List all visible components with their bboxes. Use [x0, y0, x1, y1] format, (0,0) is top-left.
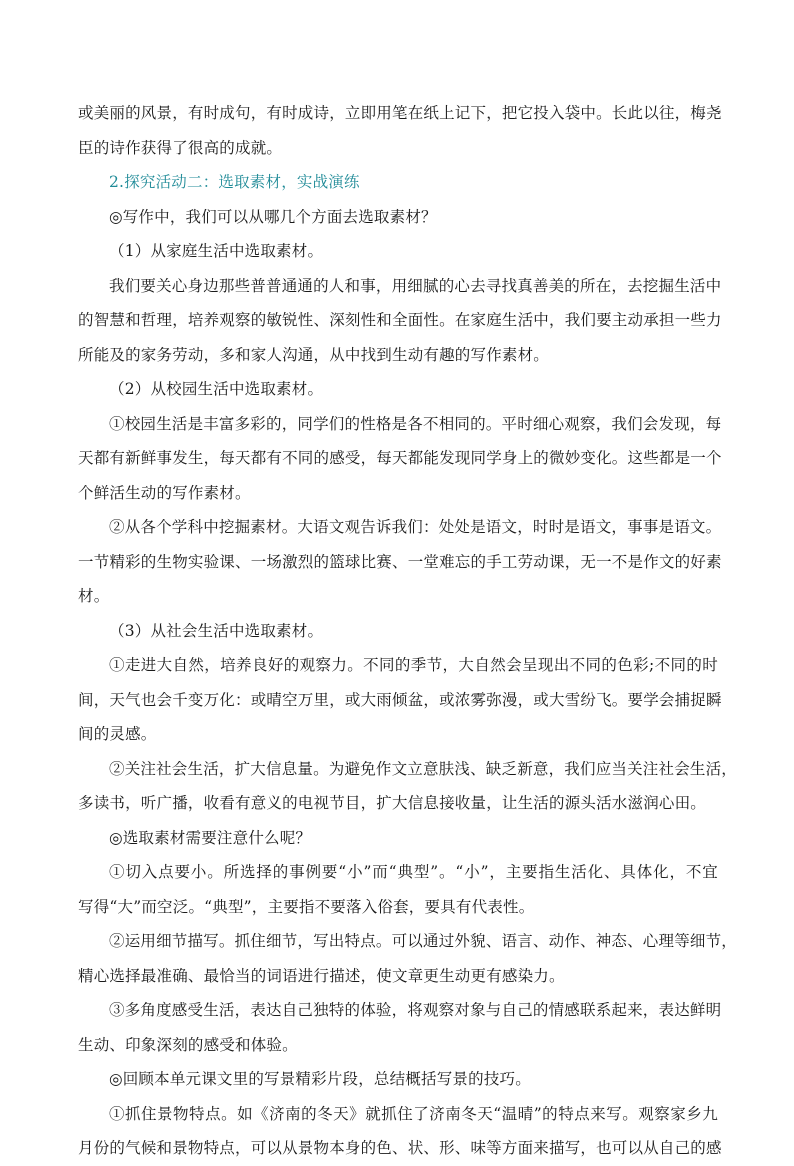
paragraph-line: 间，天气也会千变万化：或晴空万里，或大雨倾盆，或浓雾弥漫，或大雪纷飞。要学会捕捉瞬: [78, 690, 722, 709]
paragraph-line: 所能及的家务劳动，多和家人沟通，从中找到生动有趣的写作素材。: [78, 345, 550, 364]
paragraph-line: 写得“大”而空泛。“典型”，主要指不要落入俗套，要具有代表性。: [78, 897, 535, 916]
paragraph-line: 个鲜活生动的写作素材。: [78, 483, 251, 502]
paragraph-line: 多读书，听广播，收看有意义的电视节目，扩大信息接收量，让生活的源头活水滋润心田。: [78, 794, 707, 812]
paragraph-line: ②运用细节描写。抓住细节，写出特点。可以通过外貌、语言、动作、神态、心理等细节，: [109, 932, 738, 950]
paragraph-line: ②从各个学科中挖掘素材。大语文观告诉我们：处处是语文，时时是语文，事事是语文。: [109, 518, 722, 536]
paragraph-line: 或美丽的风景，有时成句，有时成诗，立即用笔在纸上记下，把它投入袋中。长此以往，梅尧: [78, 104, 722, 122]
paragraph-line: 间的灵感。: [78, 725, 157, 743]
paragraph-line: 的智慧和哲理，培养观察的敏锐性、深刻性和全面性。在家庭生活中，我们要主动承担一些力: [78, 311, 722, 329]
question-line: ◎回顾本单元课文里的写景精彩片段，总结概括写景的技巧。: [109, 1070, 531, 1088]
subheading-line: （2）从校园生活中选取素材。: [109, 380, 324, 398]
paragraph-line: ①走进大自然，培养良好的观察力。不同的季节，大自然会呈现出不同的色彩;不同的时: [109, 656, 718, 674]
paragraph-line: ①校园生活是丰富多彩的，同学们的性格是各不相同的。平时细心观察，我们会发现，每: [109, 414, 722, 433]
paragraph-line: 一节精彩的生物实验课、一场激烈的篮球比赛、一堂难忘的手工劳动课，无一不是作文的好素: [78, 552, 722, 571]
paragraph-line: ②关注社会生活，扩大信息量。为避免作文立意肤浅、缺乏新意，我们应当关注社会生活，: [109, 759, 738, 778]
subheading-line: （1）从家庭生活中选取素材。: [109, 242, 324, 260]
paragraph-line: 我们要关心身边那些普普通通的人和事，用细腻的心去寻找真善美的所在，去挖掘生活中: [109, 276, 722, 295]
question-line: ◎选取素材需要注意什么呢？: [109, 828, 312, 847]
paragraph-line: 材。: [78, 587, 110, 605]
paragraph-line: ③多角度感受生活，表达自己独特的体验，将观察对象与自己的情感联系起来，表达鲜明: [109, 1001, 722, 1019]
document-body: [78, 96, 738, 1166]
paragraph-line: ①抓住景物特点。如《济南的冬天》就抓住了济南冬天“温晴”的特点来写。观察家乡九: [109, 1104, 718, 1123]
subheading-line: （3）从社会生活中选取素材。: [109, 621, 324, 640]
paragraph-line: 天都有新鲜事发生，每天都有不同的感受，每天都能发现同学身上的微妙变化。这些都是一个: [78, 449, 722, 467]
paragraph-line: ①切入点要小。所选择的事例要“小”而“典型”。“小”，主要指生活化、具体化，不宜: [109, 863, 718, 881]
question-line: ◎写作中，我们可以从哪几个方面去选取素材？: [109, 207, 437, 226]
paragraph-line: 精心选择最准确、最恰当的词语进行描述，使文章更生动更有感染力。: [78, 966, 565, 985]
section-heading: 2.探究活动二：选取素材，实战演练: [109, 173, 360, 191]
paragraph-line: 臣的诗作获得了很高的成就。: [78, 138, 283, 157]
paragraph-line: 生动、印象深刻的感受和体验。: [78, 1035, 298, 1054]
paragraph-line: 月份的气候和景物特点，可以从景物本身的色、状、形、味等方面来描写，也可以从自己的感: [78, 1139, 722, 1157]
